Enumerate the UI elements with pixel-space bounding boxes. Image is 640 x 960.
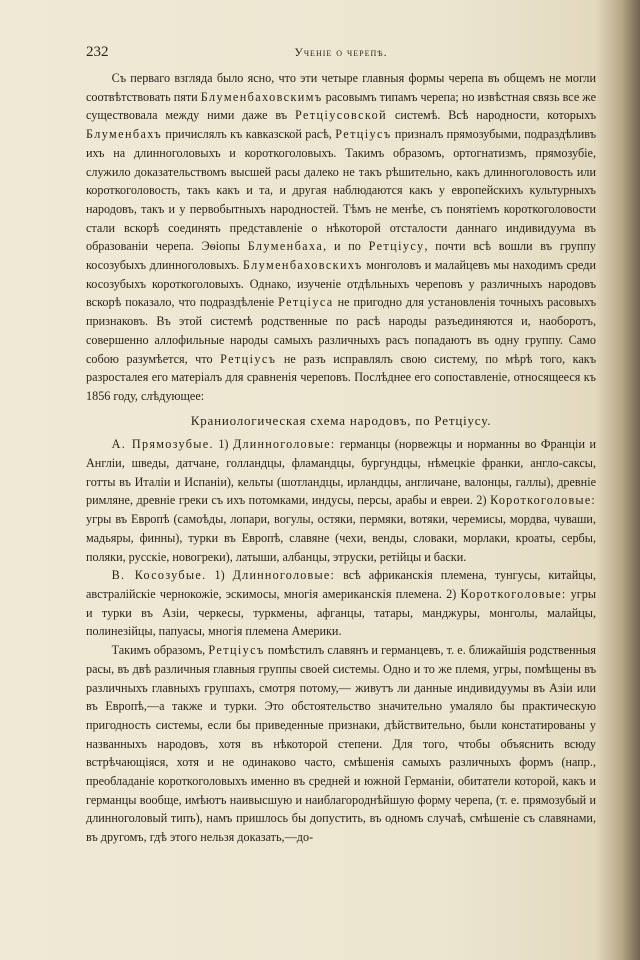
running-title: Ученiе о черепѣ. [294, 45, 388, 59]
spaced-name: Ретцiусовской [294, 108, 388, 123]
page-body [86, 69, 596, 847]
spaced-name: Ретцiусъ [220, 351, 277, 366]
class-a-paragraph [86, 435, 596, 566]
group-text: всѣ африканскiя племена, тунгусы, китайцы, австралiйскiе чернокожiе, эскимосы, многiя американскiя племена. [86, 568, 596, 601]
group-number: 1) [206, 568, 233, 583]
page-header [86, 44, 596, 64]
text-run: расовымъ типамъ черепа; но извѣстная связь все же существовала между ними даже въ [86, 89, 596, 123]
text-run: системѣ. Всѣ народности, которыхъ [387, 108, 596, 123]
spaced-name: Ретцiусу [368, 239, 425, 254]
subgroup-label: Короткоголовые: [460, 586, 567, 601]
paragraph-1 [86, 69, 596, 406]
spaced-name: Блуменбахъ [86, 127, 163, 142]
group-text: германцы (норвежцы и норманны во Францiи и Англiи, шведы, датчане, голландцы, фламандцы, бургундцы, нѣмецкiе франки, англо-саксы, готты въ Италiи и Испанiи), кельты (шотландцы, ирландцы, англичане, валонцы, галлы), древнiе римляне, древнiе греки съ ихъ потомками, индусы, персы, арабы и евреи. [86, 437, 596, 508]
text-run: Съ перваго взгляда было ясно, что эти четыре главныя формы черепа въ общемъ не могли соотвѣтствовать пяти [86, 71, 596, 104]
text-run: не разъ исправлялъ свою систему, по мѣрѣ того, какъ разросталея его матерiалъ для сравненiя череповъ. Послѣднее его сопоставленiе, относящееся къ 1856 году, слѣдующее: [86, 351, 597, 403]
spaced-name: Блуменбаховскихъ [242, 258, 363, 273]
group-text: угры въ Европѣ (самоѣды, лопари, вогулы, остяки, пермяки, вотяки, черемисы, мордва, чуваши, мадьяры, финны), турки въ Европѣ, славяне (чехи, венды, словаки, морлаки, кроаты, сербы, поляки, русскiе, новогреки), латыши, албанцы, этруски, ретiйцы и баски. [86, 512, 596, 564]
subgroup-label: Длинноголовые: [232, 437, 336, 452]
text-run: , почти всѣ вошли въ группу косозубыхъ длинноголовыхъ. [86, 239, 596, 273]
group-number: 2) [472, 493, 491, 508]
subgroup-label: Длинноголовые: [232, 568, 336, 583]
section-heading: Краниологическая схема народовъ, по Ретцiусу. [190, 412, 492, 428]
group-number: 1) [213, 437, 233, 452]
text-run: не пригодно для установленiя точныхъ расовыхъ признаковъ. Въ этой системѣ родственные по расѣ народы разъединяются и, наоборотъ, совершенно аллофильные народы самыхъ различныхъ расъ попадаютъ въ одну группу. Само собою разумѣется, что [86, 295, 596, 366]
spaced-name: Блуменбаха [247, 239, 324, 254]
class-b-paragraph [86, 566, 596, 641]
spaced-name: Ретцiуса [278, 295, 334, 310]
text-run: помѣстилъ славянъ и германцевъ, т. е. ближайшiя родственныя расы, въ двѣ различныя главныя группы своей системы. Одно и то же племя, угры, помѣщены въ различныхъ главныхъ группахъ, смотря потому,— живутъ ли данные индивидуумы въ Азiи или въ Европѣ,—а также и турки. Это обстоятельство значительно умаляло бы практическую пригодность системы, если бы приведенные признаки, дѣйствительно, были констатированы у названныхъ народовъ, хотя въ нѣкоторой степени. Для того, чтобы объяснить всюду встрѣчающiяся, хотя и не одинаково часто, смѣшенiя самыхъ различныхъ формъ (напр., преобладанiе короткоголовыхъ именно въ средней и южной Германiи, обитатели которой, какъ и германцы вообще, имѣютъ наивысшую и наиблагороднѣйшую форму черепа, (т. е. прямозубый и длинноголовый типъ), намъ пришлось бы допустить, въ одномъ случаѣ, смѣшенiе съ славянами, въ другомъ, гдѣ этого нельзя доказать,—до- [86, 643, 596, 845]
text-run: , и по [323, 239, 369, 254]
spaced-name: Ретцiусъ [208, 643, 265, 658]
spaced-name: Блуменбаховскимъ [200, 89, 323, 104]
class-a-label: A. Прямозубые. [111, 437, 214, 452]
paragraph-2 [86, 641, 596, 847]
class-b-label: B. Косозубые. [111, 568, 207, 583]
text-run: причислялъ къ кавказской расѣ, [162, 127, 336, 142]
spaced-name: Ретцiусъ [335, 127, 392, 142]
group-text: угры и турки въ Азiи, черкесы, туркмены, афганцы, татары, манджуры, монголы, малайцы, полинезiйцы, папуасы, многiя племена Америки. [86, 586, 597, 639]
subgroup-label: Короткоголовые: [490, 493, 597, 508]
group-number: 2) [441, 586, 461, 601]
text-run: Такимъ образомъ, [111, 643, 209, 658]
text-run: монголовъ и малайцевъ мы находимъ среди косозубыхъ короткоголовыхъ. Однако, изученiе отдѣльныхъ череповъ у различныхъ народовъ вскорѣ показало, что подраздѣленiе [86, 258, 596, 310]
text-run: призналъ прямозубыми, подраздѣливъ ихъ на длинноголовыхъ и короткоголовыхъ. Такимъ образомъ, ортогнатизмъ, прямозубiе, служило доказательствомъ высшей расы далеко не такъ рѣшительно, какъ длинноголовость или короткоголовость, такъ какъ и та, и другая наблюдаются какъ у европейскихъ культурныхъ народовъ, такъ и у первобытныхъ народностей. Тѣмъ не менѣе, съ понятiемъ короткоголовости стали вскорѣ соединять представленiе о нѣкоторой отсталости даннаго индивидуума въ образованiи черепа. Эѳiопы [86, 127, 596, 254]
page-number: 232 [86, 44, 109, 60]
